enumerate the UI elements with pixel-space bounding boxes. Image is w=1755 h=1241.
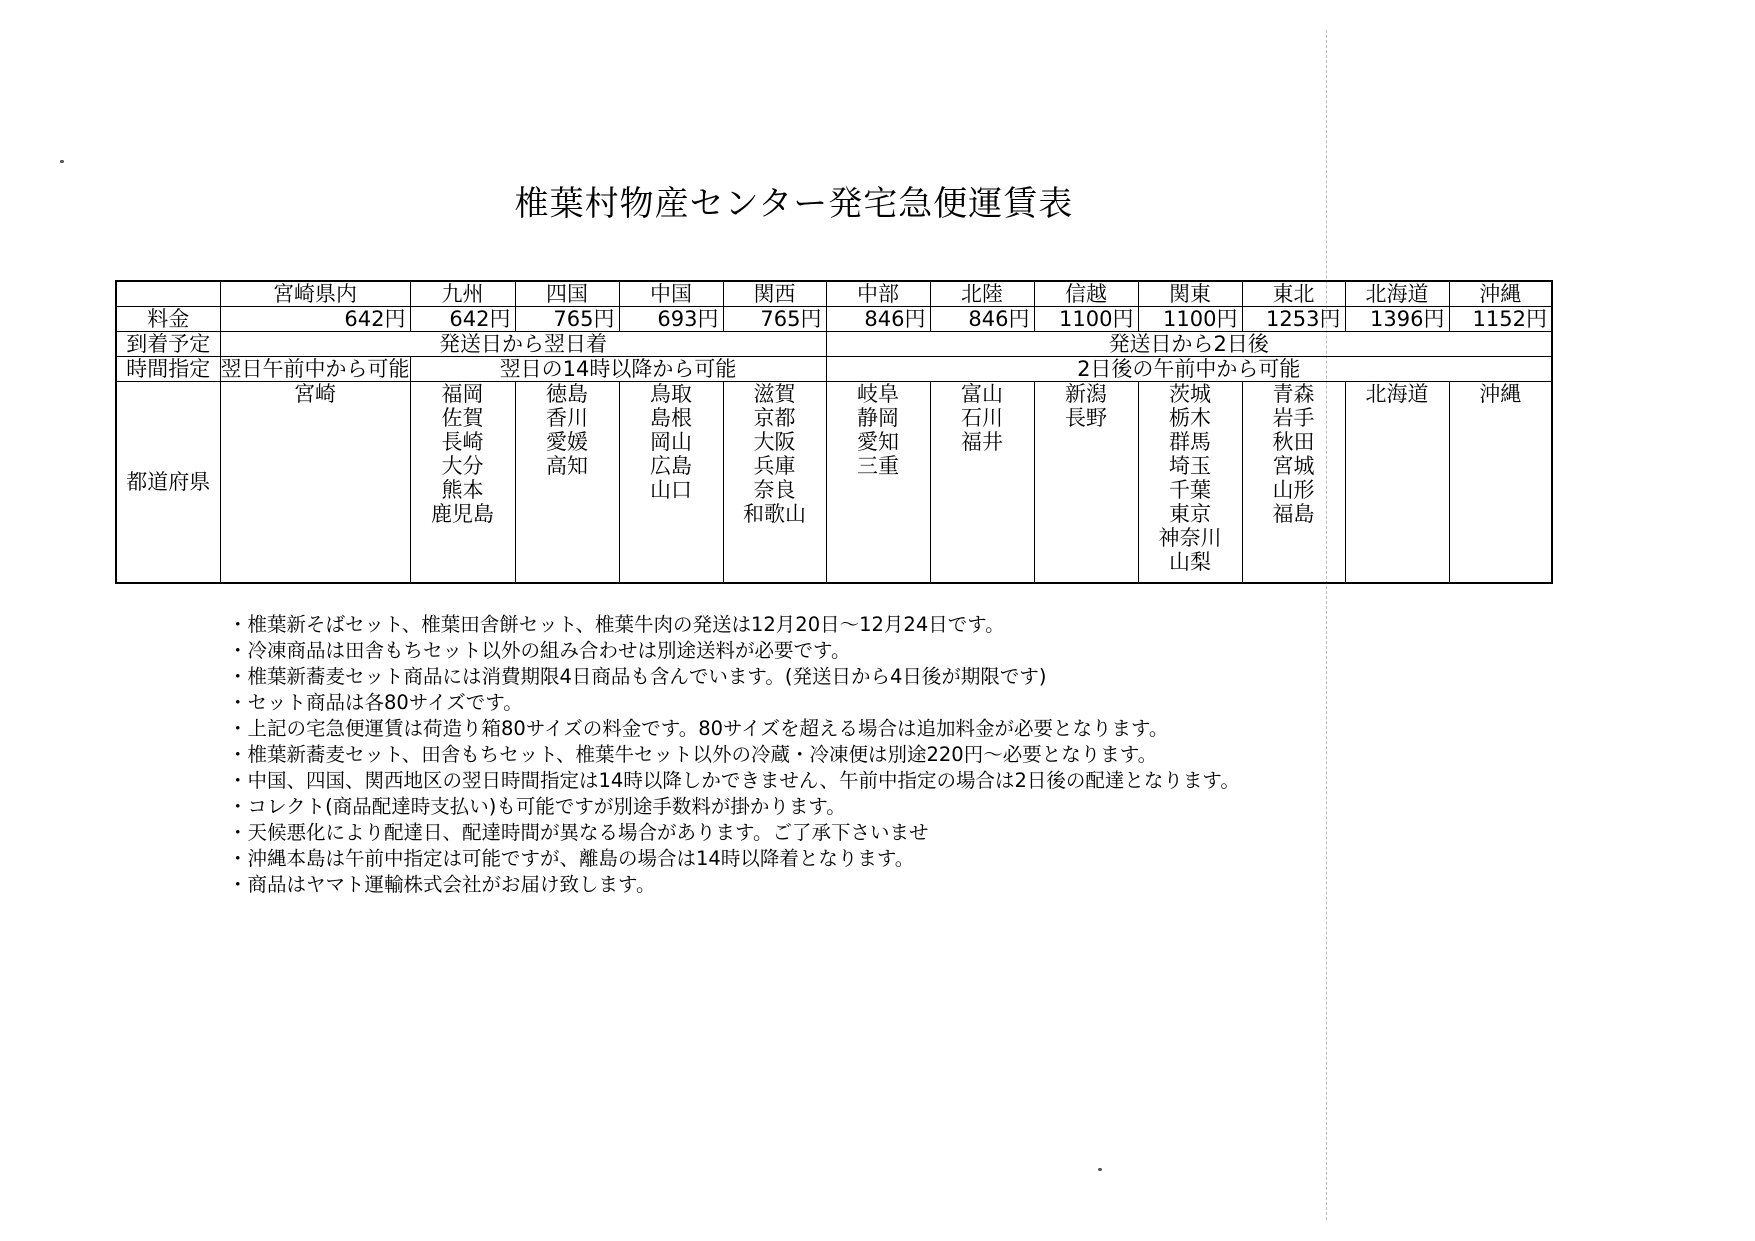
prefecture-name: 徳島 <box>546 382 588 406</box>
prefecture-cell <box>1449 382 1552 584</box>
time-miyazaki-cell: 翌日午前中から可能 <box>220 357 410 381</box>
prefecture-name: 山梨 <box>1169 550 1211 574</box>
region-header: 関西 <box>723 281 826 307</box>
prefecture-name: 岩手 <box>1272 406 1315 430</box>
prefecture-name: 大阪 <box>753 430 796 454</box>
prefecture-name: 千葉 <box>1169 478 1211 502</box>
note-item: ・コレクト(商品配達時支払い)も可能ですが別途手数料が掛かります。 <box>228 795 846 818</box>
price-cell: 765円 <box>723 307 826 332</box>
time-next-day-cell: 翌日の14時以降から可能 <box>410 357 826 382</box>
region-header: 中部 <box>826 281 930 307</box>
prefecture-cell <box>619 382 723 584</box>
note-item: ・椎葉新そばセット、椎葉田舎餅セット、椎葉牛肉の発送は12月20日～12月24日です。 <box>228 613 1005 636</box>
prefecture-name: 鹿児島 <box>431 502 494 526</box>
price-cell: 1396円 <box>1345 307 1449 332</box>
prefecture-name: 熊本 <box>441 478 484 502</box>
prefecture-name: 奈良 <box>753 478 796 502</box>
prefecture-name: 福井 <box>961 430 1003 454</box>
notes-list <box>228 612 1368 898</box>
note-item: ・冷凍商品は田舎もちセット以外の組み合わせは別途送料が必要です。 <box>228 639 851 662</box>
prefecture-name: 茨城 <box>1169 382 1211 406</box>
prefecture-name: 京都 <box>753 406 796 430</box>
prefecture-name: 兵庫 <box>753 454 796 478</box>
prefecture-label: 都道府県 <box>116 382 220 584</box>
price-cell: 1152円 <box>1449 307 1552 332</box>
arrival-row <box>116 332 1552 357</box>
note-item: ・中国、四国、関西地区の翌日時間指定は14時以降しかできません、午前中指定の場合は2日後の配達となります。 <box>228 769 1240 792</box>
prefecture-name: 福島 <box>1272 502 1315 526</box>
prefecture-cell <box>1138 382 1242 584</box>
price-cell: 1253円 <box>1242 307 1345 332</box>
prefecture-cell <box>826 382 930 584</box>
note-item: ・商品はヤマト運輸株式会社がお届け致します。 <box>228 873 656 896</box>
prefecture-cell <box>1345 382 1449 584</box>
prefecture-name: 石川 <box>961 406 1003 430</box>
prefecture-name: 和歌山 <box>743 502 806 526</box>
prefecture-name: 愛知 <box>857 430 899 454</box>
page-title: 椎葉村物産センター発宅急便運賃表 <box>514 184 1074 224</box>
prefecture-name: 岐阜 <box>857 382 899 406</box>
time-label: 時間指定 <box>116 357 220 382</box>
prefecture-name: 島根 <box>650 406 692 430</box>
region-header-row <box>116 281 1552 307</box>
arrival-label: 到着予定 <box>116 332 220 357</box>
price-cell: 642円 <box>410 307 515 332</box>
prefecture-name: 山口 <box>650 478 692 502</box>
prefecture-name: 三重 <box>857 454 899 478</box>
prefecture-name: 栃木 <box>1169 406 1211 430</box>
prefecture-name: 大分 <box>441 454 484 478</box>
prefecture-name: 香川 <box>546 406 588 430</box>
arrival-two-days-cell: 発送日から2日後 <box>826 332 1552 357</box>
price-cell: 642円 <box>220 307 410 332</box>
region-header: 関東 <box>1138 281 1242 307</box>
prefecture-name: 長野 <box>1065 406 1107 430</box>
prefecture-cell <box>515 382 619 584</box>
region-header: 沖縄 <box>1449 281 1552 307</box>
prefecture-name: 愛媛 <box>546 430 588 454</box>
prefecture-name: 福岡 <box>441 382 484 406</box>
prefecture-cell <box>1034 382 1138 584</box>
region-header: 信越 <box>1034 281 1138 307</box>
prefecture-name: 北海道 <box>1365 382 1429 406</box>
region-header: 四国 <box>515 281 619 307</box>
prefecture-row <box>116 382 1552 584</box>
prefecture-name: 秋田 <box>1272 430 1315 454</box>
prefecture-name: 埼玉 <box>1169 454 1211 478</box>
region-header: 宮崎県内 <box>220 281 410 307</box>
prefecture-name: 滋賀 <box>753 382 796 406</box>
prefecture-cell <box>723 382 826 584</box>
prefecture-name: 青森 <box>1272 382 1315 406</box>
scan-speck <box>1098 1168 1102 1171</box>
note-item: ・沖縄本島は午前中指定は可能ですが、離島の場合は14時以降着となります。 <box>228 847 915 870</box>
region-header: 中国 <box>619 281 723 307</box>
price-cell: 765円 <box>515 307 619 332</box>
prefecture-cell <box>220 382 410 584</box>
note-item: ・椎葉新蕎麦セット、田舎もちセット、椎葉牛セット以外の冷蔵・冷凍便は別途220円～必要となります。 <box>228 743 1158 766</box>
prefecture-name: 山形 <box>1272 478 1315 502</box>
prefecture-name: 鳥取 <box>650 382 692 406</box>
prefecture-name: 富山 <box>961 382 1003 406</box>
price-row <box>116 307 1552 332</box>
arrival-next-day-cell: 発送日から翌日着 <box>220 332 826 357</box>
time-two-days-cell: 2日後の午前中から可能 <box>826 357 1552 382</box>
note-item: ・天候悪化により配達日、配達時間が異なる場合があります。ご了承下さいませ <box>228 821 929 844</box>
note-item: ・上記の宅急便運賃は荷造り箱80サイズの料金です。80サイズを超える場合は追加料金が必要となります。 <box>228 717 1169 740</box>
prefecture-name: 佐賀 <box>441 406 484 430</box>
note-item: ・セット商品は各80サイズです。 <box>228 691 523 714</box>
price-label: 料金 <box>116 307 220 332</box>
region-header: 北海道 <box>1345 281 1449 307</box>
prefecture-name: 東京 <box>1169 502 1211 526</box>
prefecture-name: 群馬 <box>1169 430 1211 454</box>
prefecture-name: 新潟 <box>1065 382 1107 406</box>
corner-cell <box>116 281 220 307</box>
region-header: 九州 <box>410 281 515 307</box>
prefecture-name: 岡山 <box>650 430 692 454</box>
prefecture-name: 沖縄 <box>1479 382 1522 406</box>
prefecture-cell <box>1242 382 1345 584</box>
prefecture-name: 宮崎 <box>294 382 336 406</box>
scan-speck <box>60 160 64 163</box>
prefecture-name: 神奈川 <box>1158 526 1222 550</box>
price-cell: 1100円 <box>1138 307 1242 332</box>
time-row <box>116 357 1552 382</box>
region-header: 東北 <box>1242 281 1345 307</box>
price-cell: 846円 <box>930 307 1034 332</box>
price-cell: 1100円 <box>1034 307 1138 332</box>
price-cell: 693円 <box>619 307 723 332</box>
prefecture-cell <box>930 382 1034 584</box>
prefecture-name: 広島 <box>650 454 692 478</box>
shipping-rate-table <box>115 280 1553 584</box>
prefecture-name: 高知 <box>546 454 588 478</box>
price-cell: 846円 <box>826 307 930 332</box>
prefecture-name: 長崎 <box>441 430 484 454</box>
prefecture-cell <box>410 382 515 584</box>
region-header: 北陸 <box>930 281 1034 307</box>
note-item: ・椎葉新蕎麦セット商品には消費期限4日商品も含んでいます。(発送日から4日後が期限です) <box>228 665 1047 688</box>
prefecture-name: 静岡 <box>857 406 899 430</box>
prefecture-name: 宮城 <box>1272 454 1315 478</box>
